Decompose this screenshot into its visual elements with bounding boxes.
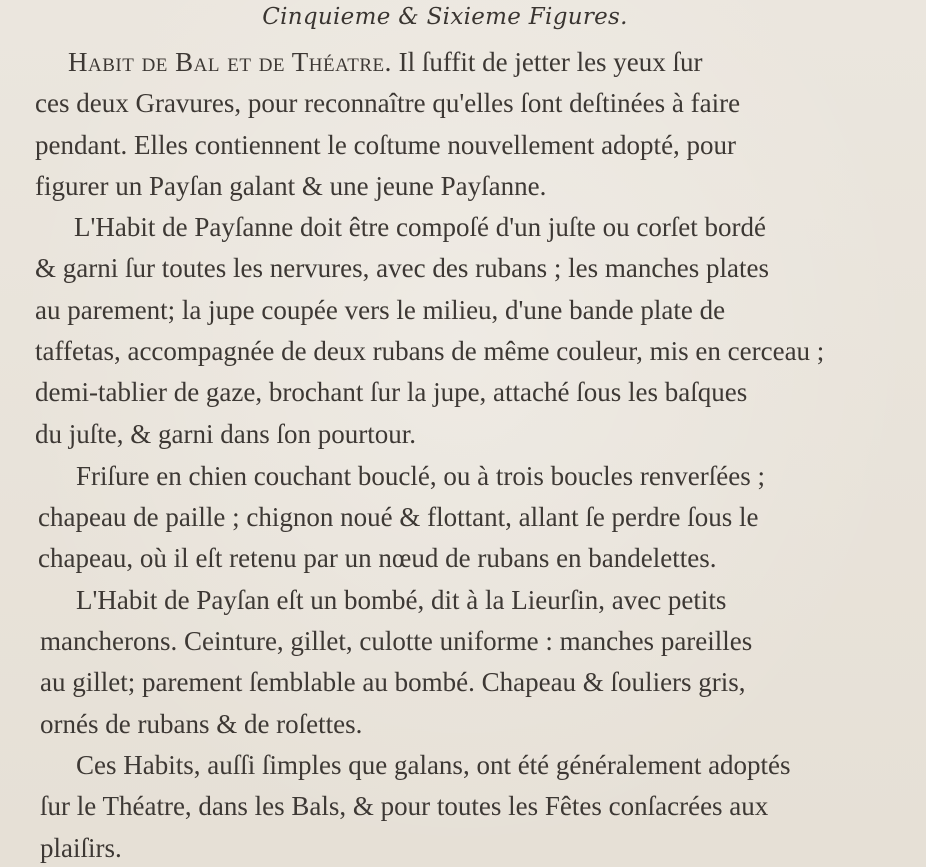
text-line: ſur le Théatre, dans les Bals, & pour toutes les Fêtes conſacrées aux xyxy=(40,791,769,821)
text-line: chapeau, où il eſt retenu par un nœud de rubans en bandelettes. xyxy=(38,543,717,573)
text-line: L'Habit de Payſanne doit être compoſé d'un juſte ou corſet bordé xyxy=(74,212,767,242)
section-title: Habit de Bal et de Théatre. xyxy=(68,47,392,77)
text-line: Ces Habits, auſſi ſimples que galans, ont été généralement adoptés xyxy=(76,750,791,780)
section-heading: Cinquieme & Sixieme Figures. xyxy=(262,4,628,30)
text-line: taffetas, accompagnée de deux rubans de même couleur, mis en cerceau ; xyxy=(35,336,825,366)
text-line: ces deux Gravures, pour reconnaître qu'elles ſont deſtinées à faire xyxy=(35,88,741,118)
text-line: plaiſirs. xyxy=(40,833,122,863)
text-line: du juſte, & garni dans ſon pourtour. xyxy=(35,419,416,449)
text-line: mancherons. Ceinture, gillet, culotte uniforme : manches pareilles xyxy=(40,626,753,656)
text-line: ornés de rubans & de roſettes. xyxy=(40,709,363,739)
text-line: demi-tablier de gaze, brochant ſur la jupe, attaché ſous les baſques xyxy=(35,377,748,407)
text-line: pendant. Elles contiennent le coſtume nouvellement adopté, pour xyxy=(35,130,737,160)
line-text: Il ſuffit de jetter les yeux ſur xyxy=(391,47,703,77)
text-line: & garni ſur toutes les nervures, avec des rubans ; les manches plates xyxy=(35,253,770,283)
text-line: L'Habit de Payſan eſt un bombé, dit à la Lieurſin, avec petits xyxy=(76,585,727,615)
text-line xyxy=(68,49,703,76)
text-line: au parement; la jupe coupée vers le milieu, d'une bande plate de xyxy=(35,295,726,325)
text-line: chapeau de paille ; chignon noué & flottant, allant ſe perdre ſous le xyxy=(38,502,759,532)
text-line: Friſure en chien couchant bouclé, ou à trois boucles renverſées ; xyxy=(76,461,766,491)
text-line: au gillet; parement ſemblable au bombé. Chapeau & ſouliers gris, xyxy=(40,667,746,697)
text-line: figurer un Payſan galant & une jeune Payſanne. xyxy=(35,171,547,201)
